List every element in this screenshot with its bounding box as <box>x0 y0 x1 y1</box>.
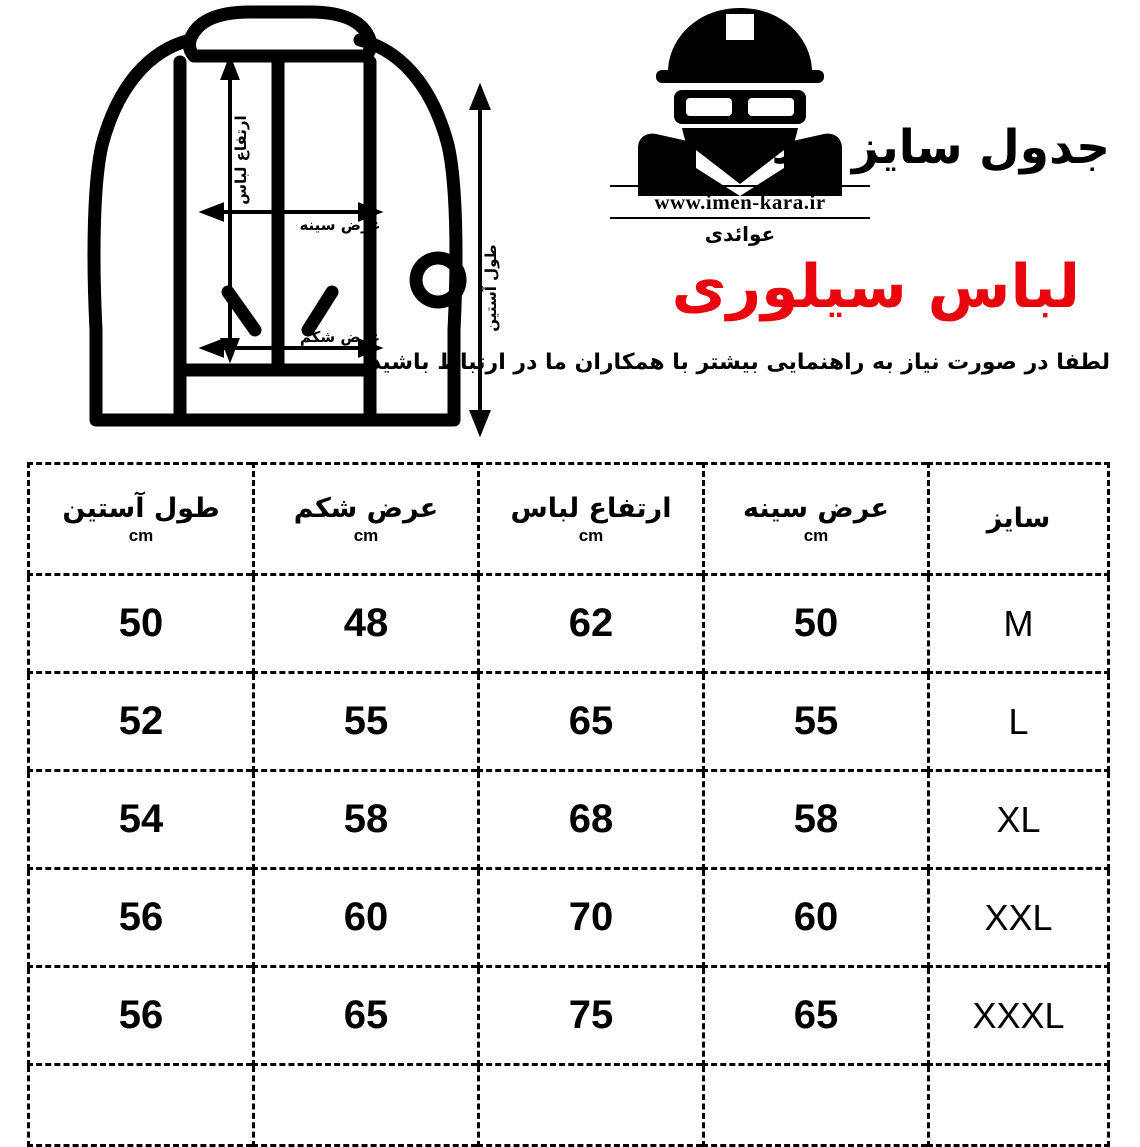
page-title: جدول سایز بندی <box>728 120 1110 175</box>
cell-height: 70 <box>479 869 704 967</box>
cell-size: XXL <box>929 869 1109 967</box>
cell-chest: 50 <box>704 575 929 673</box>
cell-sleeve: 56 <box>29 869 254 967</box>
header-section <box>0 0 1140 460</box>
cell-sleeve: 54 <box>29 771 254 869</box>
table-header-row <box>29 464 1109 575</box>
cell-belly: 60 <box>254 869 479 967</box>
product-title: لباس سیلوری <box>671 252 1080 322</box>
table-row <box>29 771 1109 869</box>
cell-belly: 48 <box>254 575 479 673</box>
cell-sleeve: 56 <box>29 967 254 1065</box>
column-header-belly: عرض شکم cm <box>254 464 479 575</box>
cell-empty <box>704 1065 929 1146</box>
cell-empty <box>29 1065 254 1146</box>
size-table <box>27 462 1110 1147</box>
cell-sleeve: 50 <box>29 575 254 673</box>
cell-chest: 65 <box>704 967 929 1065</box>
cell-height: 75 <box>479 967 704 1065</box>
company-name-fa: عوائدی <box>704 222 776 246</box>
table-row <box>29 967 1109 1065</box>
cell-size: XL <box>929 771 1109 869</box>
diagram-label-chest: عرض سینه <box>299 216 381 234</box>
column-header-height: ارتفاع لباس cm <box>479 464 704 575</box>
column-header-sleeve: طول آستین cm <box>29 464 254 575</box>
cell-height: 68 <box>479 771 704 869</box>
table-row <box>29 575 1109 673</box>
cell-belly: 65 <box>254 967 479 1065</box>
cell-height: 62 <box>479 575 704 673</box>
brand-block <box>369 0 1140 455</box>
diagram-label-belly: عرض شکم <box>299 328 381 346</box>
cell-height: 65 <box>479 673 704 771</box>
column-header-chest: عرض سینه cm <box>704 464 929 575</box>
jacket-diagram <box>40 0 500 455</box>
cell-empty <box>929 1065 1109 1146</box>
size-table-wrapper <box>30 462 1110 1147</box>
page-subtitle: لطفا در صورت نیاز به راهنمایی بیشتر با همکاران ما در ارتباط باشید <box>369 350 1110 375</box>
cell-chest: 60 <box>704 869 929 967</box>
cell-empty <box>254 1065 479 1146</box>
cell-sleeve: 52 <box>29 673 254 771</box>
cell-empty <box>479 1065 704 1146</box>
diagram-label-sleeve: طول آستین <box>482 244 500 332</box>
table-row <box>29 869 1109 967</box>
cell-size: M <box>929 575 1109 673</box>
cell-chest: 55 <box>704 673 929 771</box>
column-header-size: سایز <box>929 464 1109 575</box>
cell-size: XXXL <box>929 967 1109 1065</box>
cell-belly: 58 <box>254 771 479 869</box>
table-row <box>29 673 1109 771</box>
cell-size: L <box>929 673 1109 771</box>
cell-belly: 55 <box>254 673 479 771</box>
cell-chest: 58 <box>704 771 929 869</box>
table-row-empty <box>29 1065 1109 1146</box>
diagram-label-height: ارتفاع لباس <box>232 115 250 205</box>
website-url: www.imen-kara.ir <box>610 185 870 219</box>
